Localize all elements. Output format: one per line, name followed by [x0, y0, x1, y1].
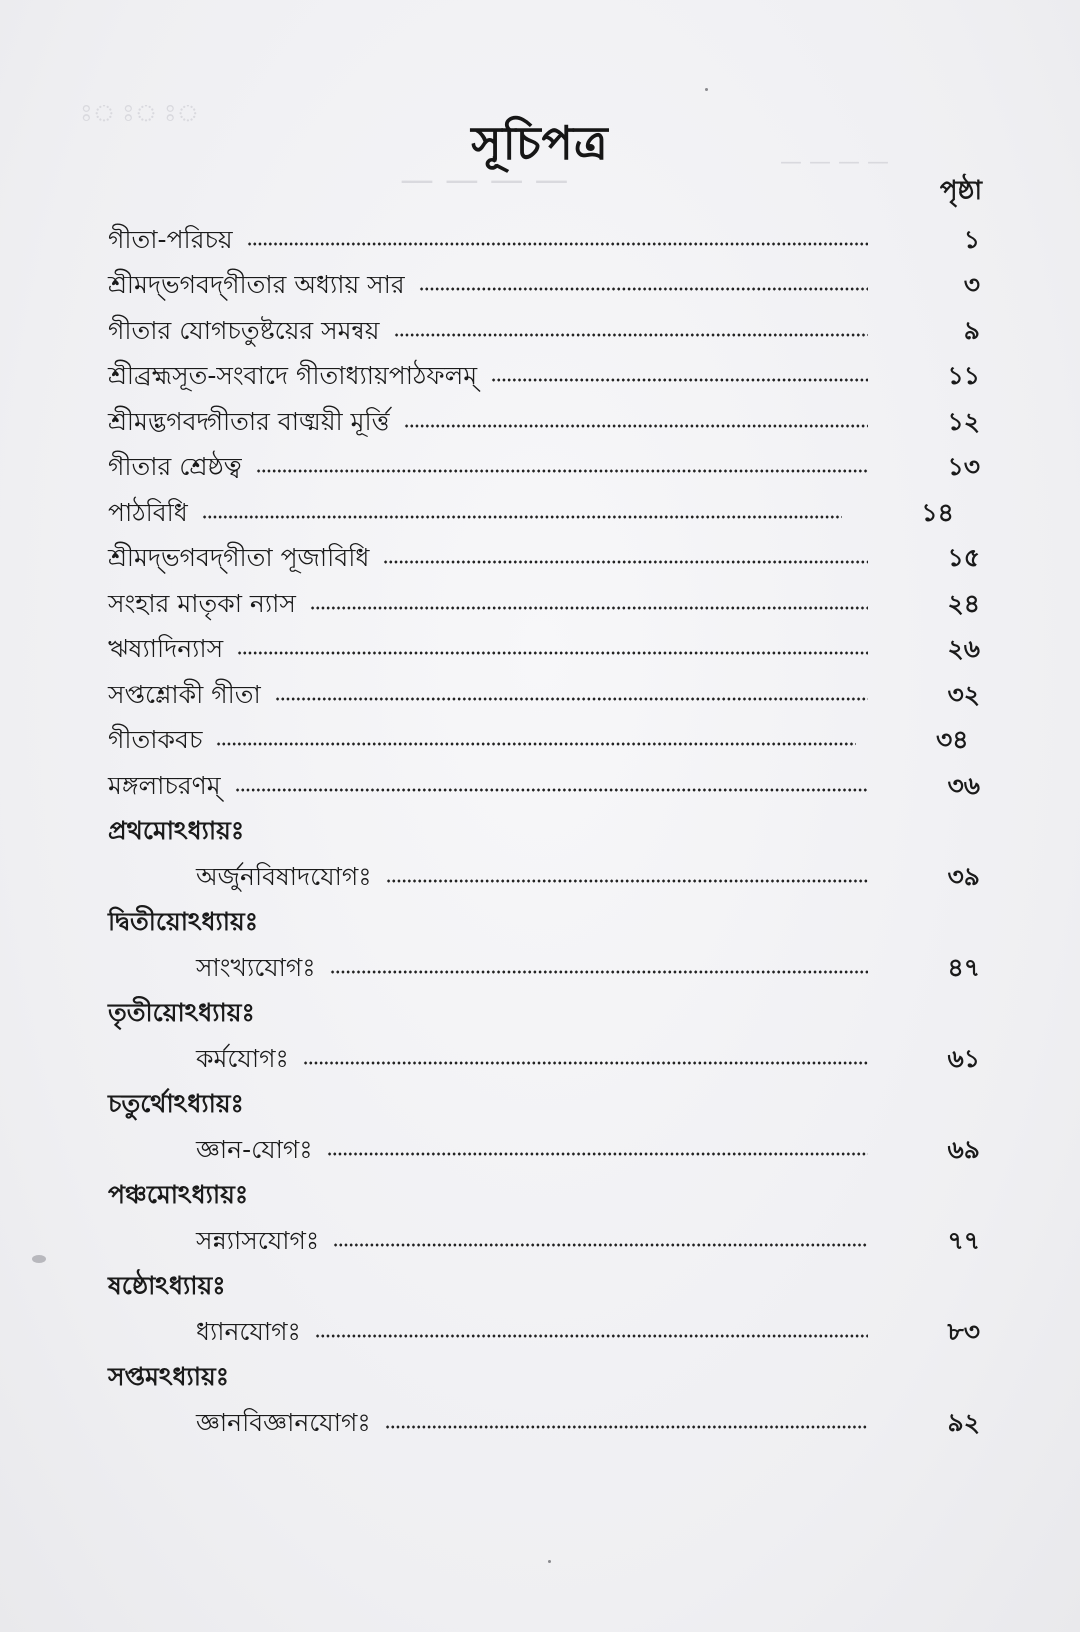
toc-sub-entry[interactable]	[108, 1211, 988, 1257]
bleed-through-text: ঃ ঃ ঃ	[80, 99, 200, 127]
toc-entry-label: ধ্যানযোগঃ	[196, 1316, 301, 1346]
dot-leader	[216, 740, 856, 748]
dot-leader	[327, 1150, 868, 1158]
toc-entry-label: মঙ্গলাচরণম্‌	[108, 770, 221, 800]
toc-entry-label: অর্জুনবিষাদযোগঃ	[196, 861, 372, 891]
toc-chapter-heading[interactable]	[108, 1166, 988, 1212]
toc-sub-entry[interactable]	[108, 847, 988, 893]
toc-entry-label: শ্রীমদ্‌ভগবদ্‌গীতার অধ্যায় সার	[108, 270, 405, 299]
toc-chapter-heading[interactable]	[108, 893, 988, 939]
toc-entry-page: ৩৯	[947, 861, 980, 891]
toc-chapter-heading[interactable]	[108, 1075, 988, 1121]
dot-leader	[256, 467, 868, 475]
toc-entry[interactable]	[108, 256, 988, 302]
toc-sub-entry[interactable]	[108, 938, 988, 984]
page-number-column-label: পৃষ্ঠা	[939, 176, 982, 206]
toc-entry-label: সাংখ্যযোগঃ	[196, 952, 316, 982]
dot-leader	[303, 1059, 868, 1067]
toc-entry[interactable]	[108, 711, 988, 757]
toc-entry-label: গীতার শ্রেষ্ঠত্ব	[108, 452, 242, 481]
toc-entry[interactable]	[108, 301, 988, 347]
toc-entry-page: ৭৭	[947, 1225, 980, 1255]
toc-sub-entry[interactable]	[108, 1120, 988, 1166]
scan-speck	[548, 1560, 551, 1563]
dot-leader	[394, 331, 868, 339]
toc-sub-entry[interactable]	[108, 1029, 988, 1075]
toc-entry-label: সংহার মাতৃকা ন্যাস	[108, 588, 296, 618]
toc-entry[interactable]	[108, 620, 988, 666]
scan-speck	[705, 88, 708, 91]
dot-leader	[419, 285, 868, 293]
toc-entry-page: ৯২	[947, 1407, 980, 1437]
toc-entry[interactable]	[108, 347, 988, 393]
dot-leader	[237, 649, 868, 657]
toc-entry-page: ১	[963, 224, 980, 254]
toc-entry-page: ৩৪	[935, 725, 969, 754]
dot-leader	[491, 376, 868, 384]
toc-entry-page: ৬১	[947, 1043, 980, 1073]
toc-entry[interactable]	[108, 665, 988, 711]
toc-entry-page: ২৬	[947, 634, 980, 663]
toc-entry-label: ঋষ্যাদিন্যাস	[108, 634, 224, 663]
dot-leader	[385, 1423, 868, 1431]
toc-entry-label: শ্রীব্রহ্মসূত-সংবাদে গীতাধ্যায়পাঠফলম্‌	[108, 361, 478, 390]
dot-leader	[386, 877, 868, 885]
page-title: সূচিপত্র	[471, 115, 609, 170]
toc-entry[interactable]	[108, 483, 988, 529]
toc-entry-page: ১৩	[947, 452, 980, 481]
toc-entry-label: গীতাকবচ	[108, 725, 203, 754]
toc-entry-page: ৩	[963, 270, 980, 299]
bleed-through-text: — — — —	[400, 160, 569, 200]
dot-leader	[310, 604, 868, 612]
toc-sub-entry[interactable]	[108, 1302, 988, 1348]
toc-entry[interactable]	[108, 438, 988, 484]
toc-entry[interactable]	[108, 529, 988, 575]
toc-entry-page: ৮৩	[947, 1316, 980, 1346]
toc-entry-label: জ্ঞান-যোগঃ	[196, 1134, 313, 1164]
toc-entry-page: ১১	[947, 361, 980, 390]
chapter-heading-label: প্রথমোঽধ্যায়ঃ	[108, 816, 245, 845]
toc-entry[interactable]	[108, 574, 988, 620]
toc-entry-label: সন্ন্যাসযোগঃ	[196, 1225, 320, 1255]
chapter-heading-label: চতুর্থোঽধ্যায়ঃ	[108, 1089, 244, 1118]
table-of-contents	[108, 210, 988, 1439]
toc-entry-page: ৬৯	[947, 1134, 980, 1164]
dot-leader	[315, 1332, 868, 1340]
dot-leader	[202, 513, 842, 521]
dot-leader	[383, 558, 868, 566]
toc-sub-entry[interactable]	[108, 1393, 988, 1439]
toc-entry-page: ৩২	[947, 679, 980, 709]
bleed-through-text: — — — —	[780, 150, 889, 175]
dot-leader	[247, 240, 868, 248]
toc-entry[interactable]	[108, 392, 988, 438]
toc-entry[interactable]	[108, 210, 988, 256]
toc-entry-page: ৪৭	[947, 952, 980, 982]
scan-speck	[32, 1255, 46, 1263]
toc-chapter-heading[interactable]	[108, 984, 988, 1030]
chapter-heading-label: সপ্তমঽধ্যায়ঃ	[108, 1362, 230, 1391]
toc-entry-label: সপ্তশ্লোকী গীতা	[108, 679, 261, 709]
toc-entry[interactable]	[108, 756, 988, 802]
chapter-heading-label: পঞ্চমোঽধ্যায়ঃ	[108, 1180, 249, 1209]
toc-entry-page: ১২	[947, 406, 980, 436]
toc-entry-label: পাঠবিধি	[108, 497, 188, 527]
toc-entry-label: গীতা-পরিচয়	[108, 224, 233, 254]
dot-leader	[330, 968, 868, 976]
toc-entry-page: ২৪	[947, 588, 980, 618]
toc-entry-label: কর্মযোগঃ	[196, 1043, 289, 1073]
toc-entry-label: শ্রীমদ্ভগবদ্গীতার বাঙ্ময়ী মূর্ত্তি	[108, 406, 390, 436]
toc-chapter-heading[interactable]	[108, 1348, 988, 1394]
toc-entry-label: জ্ঞানবিজ্ঞানযোগঃ	[196, 1407, 371, 1437]
dot-leader	[333, 1241, 868, 1249]
chapter-heading-label: ষষ্ঠোঽধ্যায়ঃ	[108, 1271, 226, 1300]
chapter-heading-label: দ্বিতীয়োঽধ্যায়ঃ	[108, 907, 259, 936]
dot-leader	[235, 786, 868, 794]
toc-entry-label: গীতার যোগচতুষ্টয়ের সমন্বয়	[108, 315, 380, 345]
chapter-heading-label: তৃতীয়োঽধ্যায়ঃ	[108, 998, 255, 1027]
dot-leader	[275, 695, 868, 703]
toc-chapter-heading[interactable]	[108, 1257, 988, 1303]
toc-entry-page: ৩৬	[947, 770, 980, 800]
toc-entry-page: ১৪	[921, 497, 954, 527]
toc-chapter-heading[interactable]	[108, 802, 988, 848]
toc-entry-page: ১৫	[947, 543, 980, 572]
dot-leader	[404, 422, 868, 430]
toc-entry-page: ৯	[963, 315, 980, 345]
toc-entry-label: শ্রীমদ্‌ভগবদ্‌গীতা পূজাবিধি	[108, 543, 370, 572]
